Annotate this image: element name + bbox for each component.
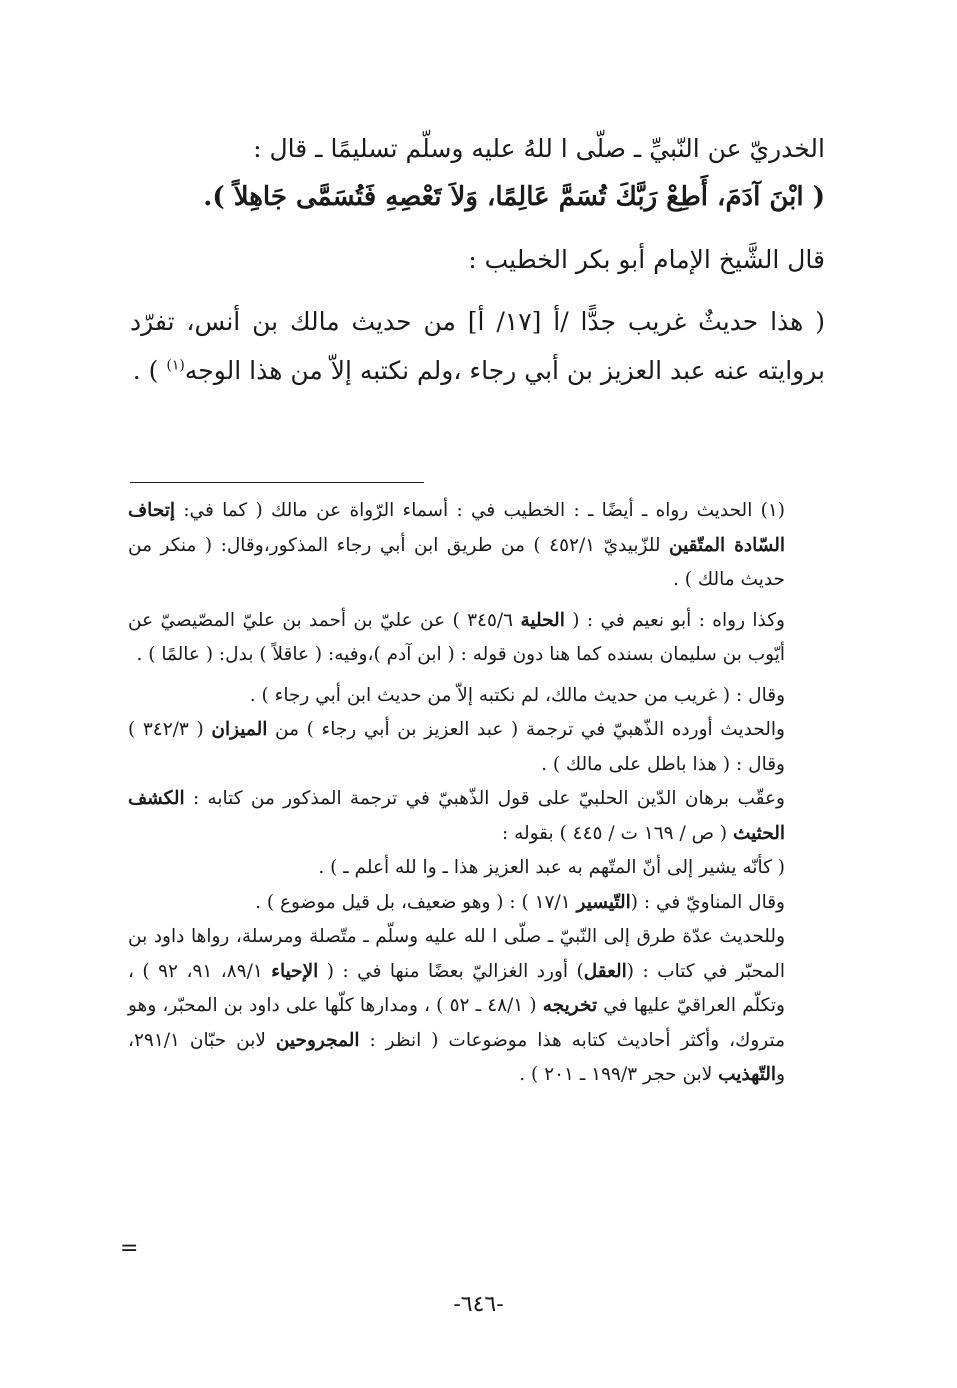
book-title: تخريجه xyxy=(542,995,598,1016)
footnote-text: (١) الحديث رواه ـ أيضًا ـ : الخطيب في : أسماء الرّواة عن مالك ( كما في: xyxy=(183,500,785,521)
footnote-paragraph xyxy=(128,886,825,921)
book-title: إتحاف السّادة المتّقين xyxy=(128,500,785,556)
footnote-paragraph: وقال : ( غريب من حديث مالك، لم نكتبه إلاّ من حديث ابن أبي رجاء ) . xyxy=(249,684,785,706)
footnote-text: وعقّب برهان الدّين الحلبيّ على قول الذّهبيّ في ترجمة المذكور من كتابه : xyxy=(192,788,785,809)
continuation-mark: = xyxy=(120,1236,139,1261)
footnote-text: ( ٤٨/١ ـ ٥٢ ) ، ومدارها كلّها على داود بن المحبّر، وهو متروك، وأكثر أحاديث كتابه هذا موضوعات ( انظر : xyxy=(128,995,785,1051)
book-title: الميزان xyxy=(211,719,268,740)
book-title: المجروحين xyxy=(275,1029,360,1051)
commentary-text: ( هذا حديثٌ غريب جدًّا /أ [١٧/ أ] من حديث مالك بن أنس، تفرّد بروايته عنه عبد العزيز بن أبي رجاء ،ولم نكتبه إلاّ من هذا الوجه xyxy=(130,307,825,385)
footnote-text: لابن حجر ١٩٩/٣ ـ ٢٠١ ) . xyxy=(519,1064,719,1085)
book-title: الحلية xyxy=(520,609,565,631)
commentary-end: ) . xyxy=(132,356,159,385)
book-title: الكشف الحثيث xyxy=(128,788,785,844)
footnote-1 xyxy=(128,494,825,598)
footnote-text: ) أورد الغزاليّ بعضًا منها في : ( xyxy=(326,960,584,982)
footnote-text: ٣٤٥/٦ ) عن عليّ بن أحمد بن عليّ المصّيصيّ عن أيّوب بن سليمان بسنده كما هنا دون قوله : ( ابن آدم )،وفيه: ( عاقلاً ) بدل: ( عالمًا ) . xyxy=(128,609,785,665)
footnote-paragraph: ( كأنّه يشير إلى أنّ المتّهم به عبد العزيز هذا ـ وا لله أعلم ـ ) . xyxy=(318,857,785,878)
footnote-divider xyxy=(130,482,424,483)
footnote-text: ٨٩/١، ٩١، ٩٢ ) ، وتكلّم العراقيّ عليها في xyxy=(128,960,785,1016)
footnote-text: والحديث أورده الذّهبيّ في ترجمة ( عبد العزيز بن أبي رجاء ) من xyxy=(275,719,785,740)
footnote-paragraph xyxy=(128,782,825,851)
hadith-quote: ( ابْنَ آدَمَ، أَطِعْ رَبَّكَ تُسَمَّ عَالِمًا، وَلاَ تَعْصِهِ فَتُسَمَّى جَاهِلاً ). xyxy=(203,182,825,212)
page-number: -٦٤٦- xyxy=(453,1292,504,1317)
book-title: التّيسير xyxy=(576,891,631,913)
footnote-paragraph xyxy=(128,604,825,673)
footnote-paragraph xyxy=(128,920,825,1093)
book-title: العقل xyxy=(583,960,627,982)
footnote-text: وكذا رواه : أبو نعيم في : ( xyxy=(572,609,785,631)
footnote-reference[interactable]: (١) xyxy=(166,357,185,374)
book-title: الإحياء xyxy=(271,960,319,982)
book-title: التّهذيب xyxy=(718,1064,777,1085)
footnote-text: وللحديث عدّة طرق إلى النّبيّ ـ صلّى ا لله عليه وسلّم ـ متّصلة ومرسلة، رواها داود بن المحبّر في كتاب : ( xyxy=(128,926,786,982)
footnote-text: للزّبيديّ ٤٥٢/١ ) من طريق ابن أبي رجاء المذكور،وقال: ( منكر من حديث مالك ) . xyxy=(128,534,785,590)
main-text xyxy=(130,124,825,395)
intro-line: الخدريّ عن النّبيِّ ـ صلّى ا للهُ عليه وسلّم تسليمًا ـ قال : xyxy=(253,134,825,163)
footnote-paragraph xyxy=(128,713,825,782)
speaker-line: قال الشَّيخ الإمام أبو بكر الخطيب : xyxy=(468,245,825,274)
footnote-text: ( ٣٤٢/٣ ) وقال : ( هذا باطل على مالك ) . xyxy=(128,719,785,775)
footnote-text: ( ص / ١٦٩ ت / ٤٤٥ ) بقوله : xyxy=(501,822,733,844)
commentary-paragraph xyxy=(130,297,825,395)
footnote-text: وقال المناويّ في : ( xyxy=(630,891,785,913)
footnote-text: ١٧/١ ) : ( وهو ضعيف، بل قيل موضوع ) . xyxy=(255,891,577,913)
footnote-text: لابن حبّان ٢٩١/١، و xyxy=(128,1029,785,1085)
footnotes xyxy=(128,494,825,1093)
